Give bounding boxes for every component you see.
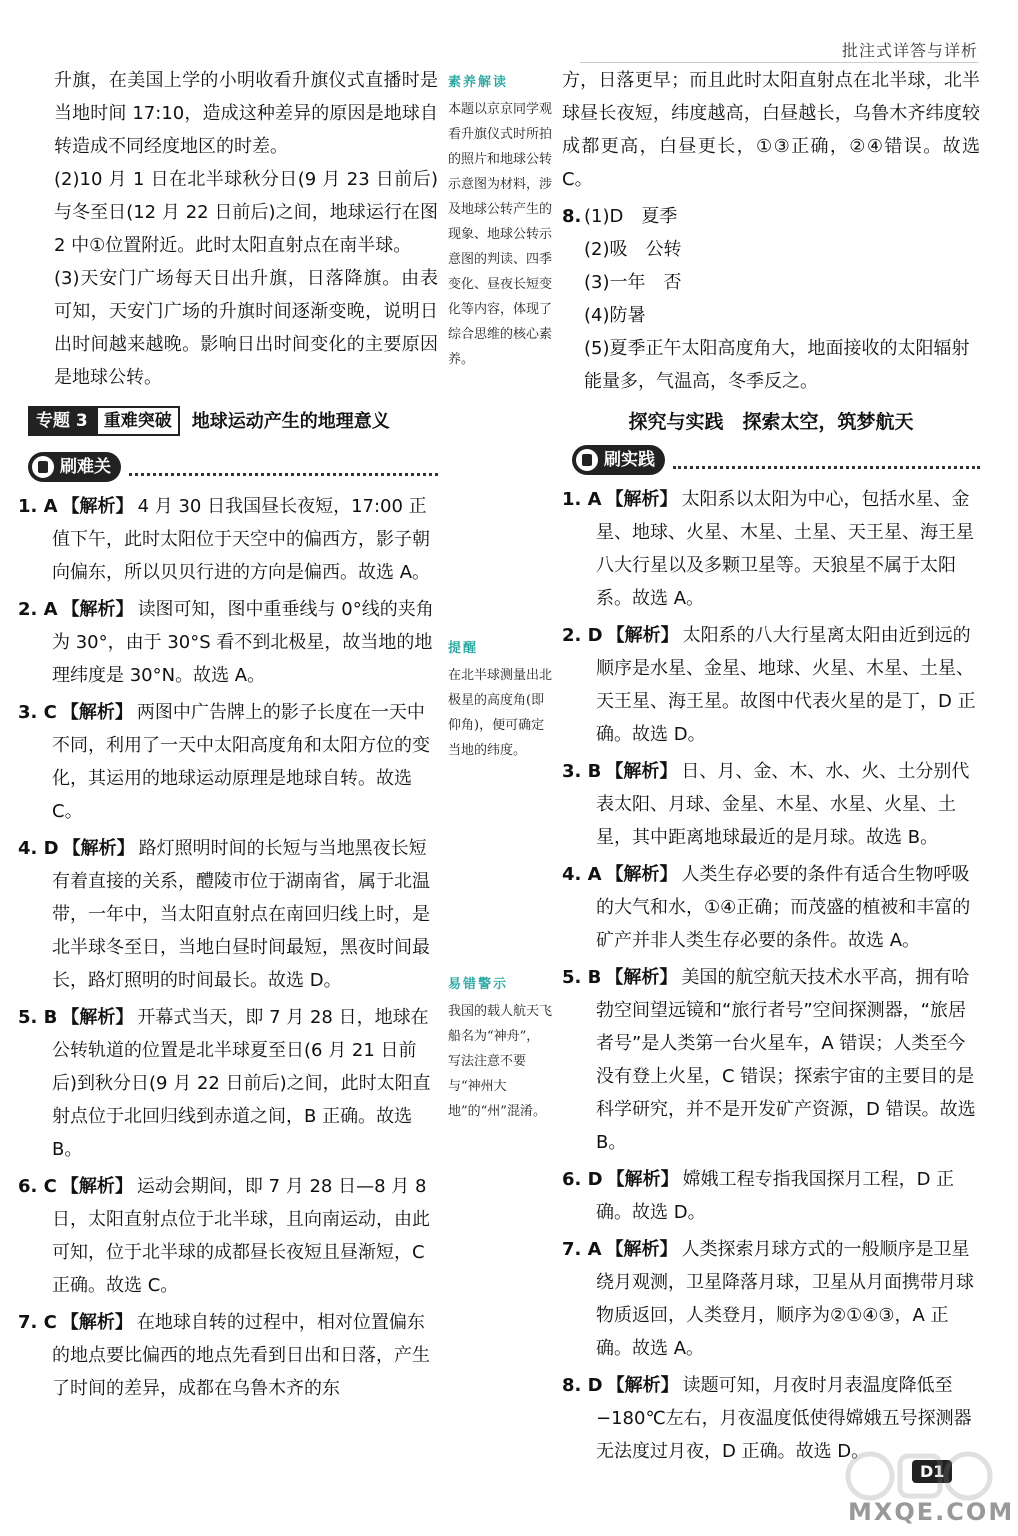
section-badge-left bbox=[28, 450, 438, 484]
analysis-tag: 【解析】 bbox=[60, 702, 133, 723]
question-item bbox=[18, 832, 438, 997]
badge bbox=[572, 445, 665, 475]
question-text: 路灯照明时间的长短与当地黑夜长短有着直接的关系，醴陵市位于湖南省，属于北温带，一年中，当太阳直射点在南回归线上时，是北半球冬至日，当地白昼时间最短，黑夜时间最长，路灯照明的时间最长。故选 D。 bbox=[52, 838, 430, 991]
question-number: 5. B bbox=[562, 967, 602, 988]
side-note-head: 素养解读 bbox=[448, 75, 509, 90]
question-item bbox=[562, 858, 980, 957]
question-text: 人类探索月球方式的一般顺序是卫星绕月观测，卫星降落月球，卫星从月面携带月球物质返回，人类登月，顺序为②①④③，A 正确。故选 A。 bbox=[596, 1239, 974, 1359]
question-number: 3. C bbox=[18, 702, 57, 723]
question-text: 4 月 30 日我国昼长夜短，17:00 正值下午，此时太阳位于天空中的偏西方，影子朝向偏东，所以贝贝行进的方向是偏西。故选 A。 bbox=[52, 496, 431, 583]
side-note-head: 提醒 bbox=[448, 641, 479, 656]
question-item bbox=[562, 619, 980, 751]
topic-number: 专题 3 bbox=[28, 406, 96, 436]
q8-item: (2)吸 公转 bbox=[584, 239, 682, 260]
analysis-tag: 【解析】 bbox=[62, 838, 135, 859]
left-question-list bbox=[18, 490, 438, 1405]
analysis-tag: 【解析】 bbox=[61, 496, 134, 517]
question-text: 两图中广告牌上的影子长度在一天中不同，利用了一天中太阳高度角和太阳方位的变化，其运用的地球运动原理是地球自转。故选 C。 bbox=[52, 702, 430, 822]
question-item bbox=[18, 1306, 438, 1405]
question-number: 7. C bbox=[18, 1312, 57, 1333]
question-item bbox=[18, 1170, 438, 1302]
topic-title: 地球运动产生的地理意义 bbox=[191, 410, 390, 432]
question-item bbox=[18, 696, 438, 828]
q8-item: (4)防暑 bbox=[584, 305, 646, 326]
question-text: 人类生存必要的条件有适合生物呼吸的大气和水，①④正确；而茂盛的植被和丰富的矿产并非人类生存必要的条件。故选 A。 bbox=[596, 864, 971, 951]
book-icon bbox=[576, 449, 598, 471]
analysis-tag: 【解析】 bbox=[605, 489, 678, 510]
intro-paragraph-3: (3)天安门广场每天日出升旗，日落降旗。由表可知，天安门广场的升旗时间逐渐变晚，说明日出时间越来越晚。影响日出时间变化的主要原因是地球公转。 bbox=[54, 268, 438, 388]
question-item bbox=[18, 490, 438, 589]
q8-item: (3)一年 否 bbox=[584, 272, 682, 293]
question-text: 在地球自转的过程中，相对位置偏东的地点要比偏西的地点先看到日出和日落，产生了时间的差异，成都在乌鲁木齐的东 bbox=[52, 1312, 430, 1399]
question-text: 太阳系的八大行星离太阳由近到远的顺序是水星、金星、地球、火星、木星、土星、天王星、海王星。故图中代表火星的是丁，D 正确。故选 D。 bbox=[596, 625, 976, 745]
watermark-text: MXQE.COM bbox=[848, 1498, 1015, 1526]
analysis-tag: 【解析】 bbox=[606, 625, 679, 646]
page-number: D1 bbox=[912, 1460, 952, 1483]
question-text: 读题可知，月夜时月表温度降低至 −180℃左右，月夜温度低使得嫦娥五号探测器无法度过月夜，D 正确。故选 D。 bbox=[596, 1375, 972, 1462]
topic-key: 重难突破 bbox=[96, 406, 180, 436]
question-item bbox=[562, 1163, 980, 1229]
question-number: 2. D bbox=[562, 625, 603, 646]
question-number: 3. B bbox=[562, 761, 602, 782]
question-text: 开幕式当天，即 7 月 28 日，地球在公转轨道的位置是北半球夏至日(6 月 21 日前后)到秋分日(9 月 22 日前后)之间，此时太阳直射点位于北回归线到赤道之间，B 正确。故选 B。 bbox=[52, 1007, 431, 1160]
question-number: 8. D bbox=[562, 1375, 603, 1396]
header-title: 批注式详答与详析 bbox=[841, 41, 978, 60]
question-number: 1. A bbox=[562, 489, 602, 510]
q8-row bbox=[562, 200, 980, 233]
q7-continuation: 方，日落更早；而且此时太阳直射点在北半球，北半球昼长夜短，纬度越高，白昼越长，乌鲁木齐纬度较成都更高，白昼更长，①③正确，②④错误。故选 C。 bbox=[562, 70, 980, 190]
analysis-tag: 【解析】 bbox=[61, 599, 134, 620]
badge-label: 刷难关 bbox=[60, 456, 111, 477]
dotted-rule bbox=[673, 452, 980, 469]
question-item bbox=[562, 1233, 980, 1365]
question-item bbox=[562, 961, 980, 1159]
question-number: 5. B bbox=[18, 1007, 58, 1028]
analysis-tag: 【解析】 bbox=[606, 1375, 679, 1396]
question-text: 太阳系以太阳为中心，包括水星、金星、地球、火星、木星、土星、天王星、海王星八大行星以及多颗卫星等。天狼星不属于太阳系。故选 A。 bbox=[596, 489, 974, 609]
analysis-tag: 【解析】 bbox=[605, 1239, 678, 1260]
question-text: 运动会期间，即 7 月 28 日—8 月 8 日，太阳直射点位于北半球，且向南运动，由此可知，位于北半球的成都昼长夜短且昼渐短，C 正确。故选 C。 bbox=[52, 1176, 430, 1296]
intro-paragraph-2: (2)10 月 1 日在北半球秋分日(9 月 23 日前后)与冬至日(12 月 22 日前后)之间，地球运行在图 2 中①位置附近。此时太阳直射点在南半球。 bbox=[54, 169, 438, 256]
question-item bbox=[18, 593, 438, 692]
analysis-tag: 【解析】 bbox=[606, 1169, 679, 1190]
question-number: 8. bbox=[562, 206, 582, 227]
question-item bbox=[562, 483, 980, 615]
analysis-tag: 【解析】 bbox=[605, 761, 678, 782]
question-number: 7. A bbox=[562, 1239, 602, 1260]
badge bbox=[28, 452, 121, 482]
right-question-list bbox=[562, 483, 980, 1468]
question-text: 美国的航空航天技术水平高，拥有哈勃空间望远镜和“旅行者号”空间探测器，“旅居者号”是人类第一台火星车，A 错误；人类至今没有登上火星，C 错误；探索宇宙的主要目的是科学研究，并不是开发矿产资源，D 错误。故选 B。 bbox=[596, 967, 976, 1153]
dotted-rule bbox=[129, 459, 438, 476]
side-note-literacy bbox=[448, 70, 552, 372]
question-text: 嫦娥工程专指我国探月工程，D 正确。故选 D。 bbox=[596, 1169, 955, 1223]
question-number: 2. A bbox=[18, 599, 58, 620]
left-column bbox=[18, 64, 438, 1409]
badge-label: 刷实践 bbox=[604, 449, 655, 470]
question-number: 4. A bbox=[562, 864, 602, 885]
question-text: 读图可知，图中重垂线与 0°线的夹角为 30°，由于 30°S 看不到北极星，故当地的地理纬度是 30°N。故选 A。 bbox=[52, 599, 434, 686]
right-column bbox=[562, 64, 980, 1472]
analysis-tag: 【解析】 bbox=[61, 1007, 134, 1028]
q8-item: (5)夏季正午太阳高度角大，地面接收的太阳辐射能量多，气温高，冬季反之。 bbox=[584, 338, 970, 392]
header-rule bbox=[580, 62, 978, 63]
section-title: 探究与实践 探索太空，筑梦航天 bbox=[628, 411, 914, 433]
side-note-text: 本题以京京同学观看升旗仪式时所拍的照片和地球公转示意图为材料，涉及地球公转产生的现象、地球公转示意图的判读、四季变化、昼夜长短变化等内容，体现了综合思维的核心素养。 bbox=[448, 102, 553, 367]
q8-item: (1)D 夏季 bbox=[584, 206, 678, 227]
section-badge-right bbox=[572, 443, 980, 477]
analysis-tag: 【解析】 bbox=[60, 1176, 133, 1197]
side-note-head: 易错警示 bbox=[448, 977, 509, 992]
side-note-reminder bbox=[448, 636, 552, 763]
side-note-text: 在北半球测量出北极星的高度角(即仰角)，便可确定当地的纬度。 bbox=[448, 668, 553, 758]
analysis-tag: 【解析】 bbox=[605, 967, 678, 988]
question-item bbox=[18, 1001, 438, 1166]
question-item bbox=[562, 755, 980, 854]
topic-bar bbox=[28, 406, 438, 436]
side-note-text: 我国的载人航天飞船名为“神舟”，写法注意不要与“神州大地”的“州”混淆。 bbox=[448, 1004, 553, 1119]
side-note-warning bbox=[448, 972, 552, 1124]
question-number: 4. D bbox=[18, 838, 59, 859]
q8-answer bbox=[562, 200, 980, 398]
intro-paragraph-1: 升旗，在美国上学的小明收看升旗仪式直播时是当地时间 17:10，造成这种差异的原因是地球自转造成不同经度地区的时差。 bbox=[54, 70, 438, 157]
question-number: 6. D bbox=[562, 1169, 603, 1190]
book-icon bbox=[32, 456, 54, 478]
analysis-tag: 【解析】 bbox=[605, 864, 678, 885]
question-text: 日、月、金、木、水、火、土分别代表太阳、月球、金星、木星、水星、火星、土星，其中距离地球最近的是月球。故选 B。 bbox=[596, 761, 970, 848]
question-number: 1. A bbox=[18, 496, 58, 517]
question-number: 6. C bbox=[18, 1176, 57, 1197]
analysis-tag: 【解析】 bbox=[60, 1312, 133, 1333]
